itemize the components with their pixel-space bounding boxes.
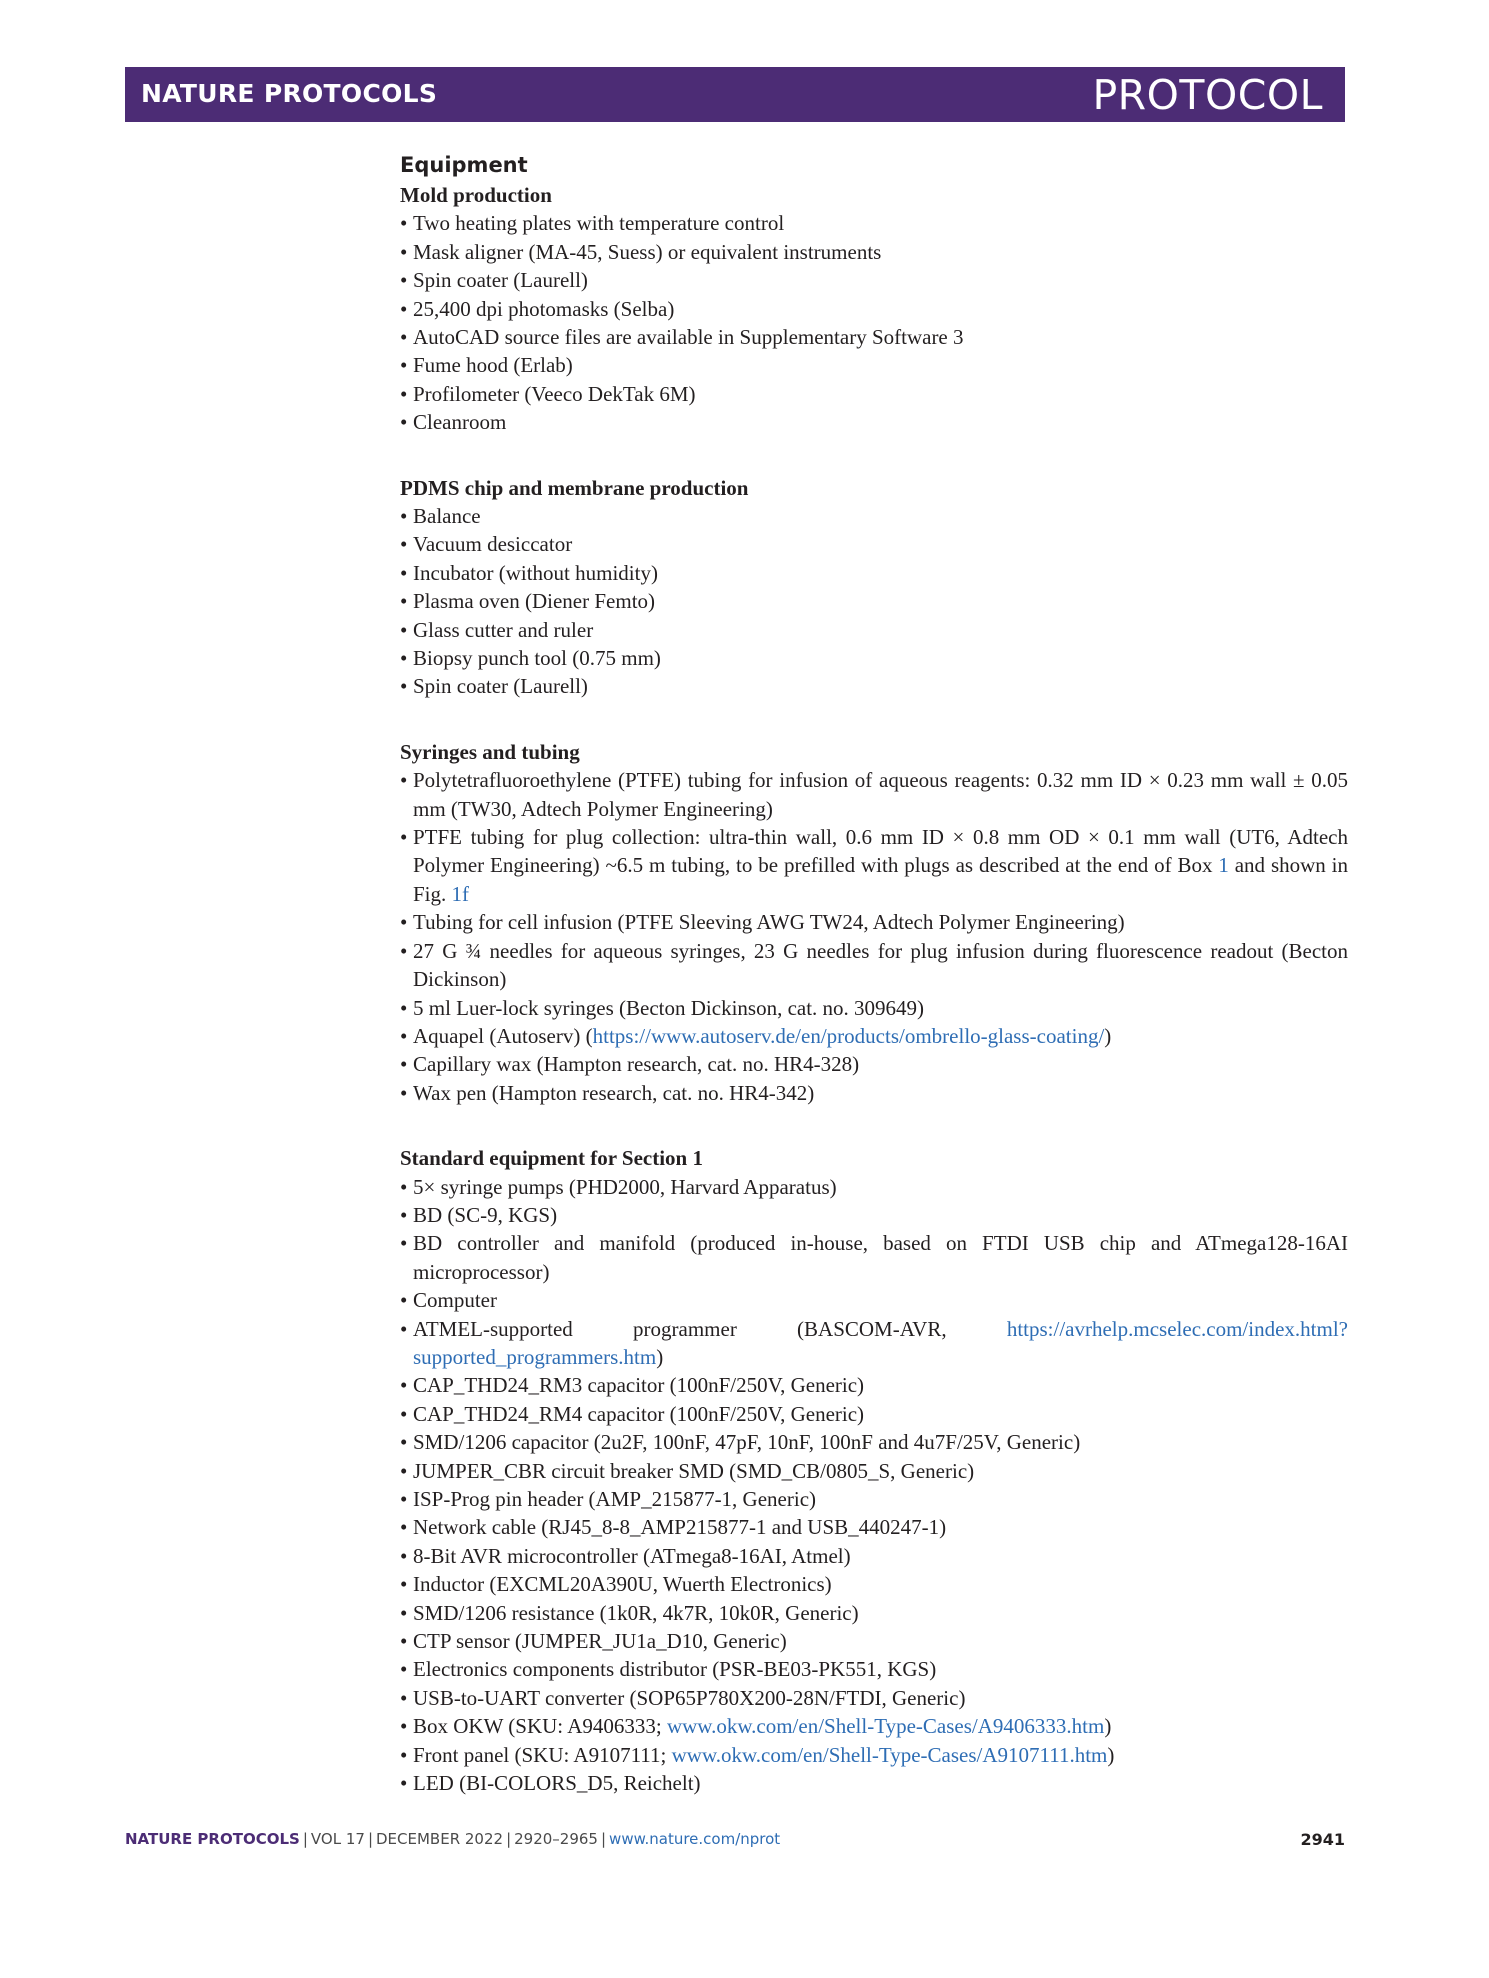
footer-citation: NATURE PROTOCOLS | VOL 17 | DECEMBER 2022 | 2920–2965 | www.nature.com/nprot xyxy=(125,1830,781,1848)
equipment-list-item xyxy=(400,616,1348,644)
item-text: Capillary wax (Hampton research, cat. no. HR4-328) xyxy=(413,1052,860,1077)
equipment-list-item xyxy=(400,1400,1348,1428)
item-text: CAP_THD24_RM3 capacitor (100nF/250V, Generic) xyxy=(413,1373,865,1398)
footer-journal: NATURE PROTOCOLS xyxy=(125,1830,300,1848)
section-title: Mold production xyxy=(400,183,552,207)
header-bar xyxy=(125,67,1345,122)
item-text: Inductor (EXCML20A390U, Wuerth Electronics) xyxy=(413,1572,832,1597)
equipment-list-item xyxy=(400,1542,1348,1570)
article-type: PROTOCOL xyxy=(1092,71,1323,119)
equipment-list-item xyxy=(400,1655,1348,1683)
section-title: PDMS chip and membrane production xyxy=(400,475,749,500)
equipment-list-item xyxy=(400,672,1348,700)
equipment-list-item xyxy=(400,1712,1348,1740)
item-text: ) xyxy=(1107,1742,1115,1767)
item-text: Two heating plates with temperature control xyxy=(413,211,785,236)
item-text: Spin coater (Laurell) xyxy=(413,268,588,293)
equipment-heading: Equipment xyxy=(400,153,528,177)
equipment-list-item xyxy=(400,1485,1348,1513)
item-text: Vacuum desiccator xyxy=(413,532,573,557)
equipment-list-item xyxy=(400,823,1348,908)
item-text: CTP sensor (JUMPER_JU1a_D10, Generic) xyxy=(413,1629,787,1654)
page-number: 2941 xyxy=(1300,1830,1345,1849)
equipment-list-item xyxy=(400,530,1348,558)
equipment-list-item xyxy=(400,351,1348,379)
item-text: Fume hood (Erlab) xyxy=(413,353,573,378)
footer-date: DECEMBER 2022 xyxy=(376,1830,504,1848)
item-text: BD (SC-9, KGS) xyxy=(413,1202,558,1227)
equipment-list xyxy=(400,502,1348,701)
equipment-list-item xyxy=(400,1627,1348,1655)
page-content xyxy=(400,150,1348,1797)
footer-pages: 2920–2965 xyxy=(514,1830,598,1848)
footer-url-link[interactable]: www.nature.com/nprot xyxy=(609,1830,781,1848)
equipment-list-item xyxy=(400,1741,1348,1769)
item-text: LED (BI-COLORS_D5, Reichelt) xyxy=(413,1771,701,1796)
journal-name: NATURE PROTOCOLS xyxy=(141,79,438,108)
section-title: Syringes and tubing xyxy=(400,739,580,764)
equipment-list-item xyxy=(400,266,1348,294)
equipment-list-item xyxy=(400,502,1348,530)
item-text: Network cable (RJ45_8-8_AMP215877-1 and USB_440247-1) xyxy=(413,1515,947,1540)
equipment-list xyxy=(400,1173,1348,1798)
section-title: Standard equipment for Section 1 xyxy=(400,1146,703,1171)
item-text: 5× syringe pumps (PHD2000, Harvard Apparatus) xyxy=(413,1174,837,1199)
equipment-list-item xyxy=(400,994,1348,1022)
item-text: CAP_THD24_RM4 capacitor (100nF/250V, Generic) xyxy=(413,1401,865,1426)
equipment-list-item xyxy=(400,380,1348,408)
reference-link[interactable]: www.okw.com/en/Shell-Type-Cases/A9406333.htm xyxy=(666,1714,1105,1739)
equipment-list xyxy=(400,209,1348,436)
item-text: Spin coater (Laurell) xyxy=(413,674,588,699)
equipment-list-item xyxy=(400,209,1348,237)
equipment-sections xyxy=(400,181,1348,1797)
footer-volume: VOL 17 xyxy=(310,1830,365,1848)
equipment-list-item xyxy=(400,908,1348,936)
item-text: Aquapel (Autoserv) ( xyxy=(413,1023,593,1048)
item-text: Polytetrafluoroethylene (PTFE) tubing for infusion of aqueous reagents: 0.32 mm ID × 0.23 mm wall ± 0.05 mm (TW30, Adtech Polymer Engineering) xyxy=(413,768,1348,821)
reference-link[interactable]: https://avrhelp.mcselec.com/index.html?supported_programmers.htm xyxy=(413,1316,1348,1369)
item-text: SMD/1206 resistance (1k0R, 4k7R, 10k0R, Generic) xyxy=(413,1600,859,1625)
equipment-list-item xyxy=(400,559,1348,587)
equipment-list-item xyxy=(400,766,1348,823)
item-text: Biopsy punch tool (0.75 mm) xyxy=(413,646,661,671)
equipment-list-item xyxy=(400,1457,1348,1485)
equipment-list xyxy=(400,766,1348,1107)
equipment-list-item xyxy=(400,1079,1348,1107)
equipment-section xyxy=(400,181,1348,437)
equipment-list-item xyxy=(400,1315,1348,1372)
equipment-list-item xyxy=(400,1570,1348,1598)
equipment-section xyxy=(400,474,1348,701)
item-text: ) xyxy=(1104,1714,1112,1739)
item-text: ISP-Prog pin header (AMP_215877-1, Generic) xyxy=(413,1487,817,1511)
equipment-list-item xyxy=(400,1513,1348,1541)
item-text: ) xyxy=(656,1344,664,1369)
equipment-list-item xyxy=(400,937,1348,994)
item-text: ATMEL-supported programmer (BASCOM-AVR, xyxy=(413,1316,1007,1341)
equipment-list-item xyxy=(400,1201,1348,1229)
item-text: Plasma oven (Diener Femto) xyxy=(413,589,656,614)
reference-link[interactable]: https://www.autoserv.de/en/products/ombrello-glass-coating/ xyxy=(592,1023,1105,1048)
equipment-list-item xyxy=(400,1229,1348,1286)
reference-link[interactable]: 1f xyxy=(451,881,470,906)
equipment-list-item xyxy=(400,295,1348,323)
item-text: Electronics components distributor (PSR-BE03-PK551, KGS) xyxy=(413,1657,937,1682)
item-text: Incubator (without humidity) xyxy=(413,560,658,585)
item-text: Wax pen (Hampton research, cat. no. HR4-342) xyxy=(413,1080,815,1105)
item-text: AutoCAD source files are available in Supplementary Software 3 xyxy=(413,325,964,350)
item-text: USB-to-UART converter (SOP65P780X200-28N/FTDI, Generic) xyxy=(413,1685,966,1710)
item-text: 25,400 dpi photomasks (Selba) xyxy=(413,296,675,321)
equipment-list-item xyxy=(400,1286,1348,1314)
item-text: Tubing for cell infusion (PTFE Sleeving AWG TW24, Adtech Polymer Engineering) xyxy=(413,910,1125,935)
equipment-list-item xyxy=(400,644,1348,672)
item-text: JUMPER_CBR circuit breaker SMD (SMD_CB/0805_S, Generic) xyxy=(413,1458,975,1483)
equipment-list-item xyxy=(400,1599,1348,1627)
equipment-section xyxy=(400,738,1348,1107)
item-text: Computer xyxy=(413,1288,497,1313)
reference-link[interactable]: www.okw.com/en/Shell-Type-Cases/A9107111.htm xyxy=(671,1742,1108,1767)
equipment-list-item xyxy=(400,323,1348,351)
item-text: Box OKW (SKU: A9406333; xyxy=(413,1714,667,1739)
item-text: Profilometer (Veeco DekTak 6M) xyxy=(413,381,696,406)
item-text: Glass cutter and ruler xyxy=(413,617,594,642)
equipment-list-item xyxy=(400,408,1348,436)
item-text: 8-Bit AVR microcontroller (ATmega8-16AI, Atmel) xyxy=(413,1543,851,1568)
item-text: 27 G ¾ needles for aqueous syringes, 23 G needles for plug infusion during fluorescence readout (Becton Dickinson) xyxy=(413,938,1348,992)
equipment-list-item xyxy=(400,587,1348,615)
item-text: 5 ml Luer-lock syringes (Becton Dickinson, cat. no. 309649) xyxy=(413,995,925,1020)
equipment-section xyxy=(400,1144,1348,1797)
item-text: ) xyxy=(1104,1023,1112,1048)
item-text: and shown in Fig. xyxy=(413,853,1348,906)
item-text: PTFE tubing for plug collection: ultra-thin wall, 0.6 mm ID × 0.8 mm OD × 0.1 mm wall (UT6, Adtech Polymer Engineering) ~6.5 m tubing, to be prefilled with plugs as described at the end of Box xyxy=(413,825,1348,878)
equipment-list-item xyxy=(400,1371,1348,1399)
equipment-list-item xyxy=(400,1769,1348,1797)
equipment-list-item xyxy=(400,1428,1348,1456)
item-text: BD controller and manifold (produced in-house, based on FTDI USB chip and ATmega128-16AI microprocessor) xyxy=(413,1231,1348,1284)
equipment-list-item xyxy=(400,1173,1348,1201)
item-text: Balance xyxy=(413,504,481,529)
equipment-list-item xyxy=(400,238,1348,266)
equipment-list-item xyxy=(400,1050,1348,1078)
equipment-list-item xyxy=(400,1022,1348,1050)
equipment-list-item xyxy=(400,1684,1348,1712)
item-text: Front panel (SKU: A9107111; xyxy=(413,1742,672,1767)
item-text: Cleanroom xyxy=(413,410,507,435)
item-text: Mask aligner (MA-45, Suess) or equivalent instruments xyxy=(413,239,882,264)
page-footer xyxy=(125,1830,1345,1854)
item-text: SMD/1206 capacitor (2u2F, 100nF, 47pF, 10nF, 100nF and 4u7F/25V, Generic) xyxy=(413,1430,1081,1455)
reference-link[interactable]: 1 xyxy=(1218,853,1229,878)
